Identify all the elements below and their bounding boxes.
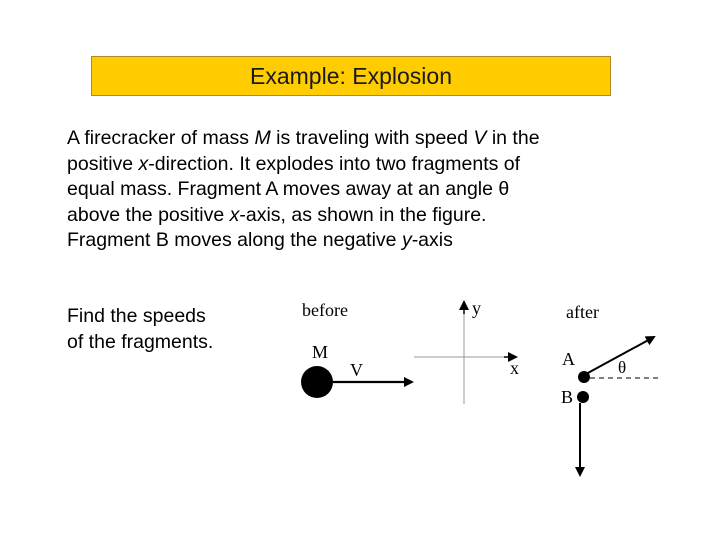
- x-axis-label: x: [510, 358, 519, 378]
- problem-statement: [67, 126, 677, 254]
- after-label: after: [566, 302, 599, 322]
- text-run: in the: [486, 127, 540, 149]
- text-run: A firecracker of mass: [67, 127, 255, 149]
- slide-title: Example: Explosion: [250, 62, 452, 89]
- problem-line: [67, 203, 677, 229]
- text-run: is traveling with speed: [270, 127, 474, 149]
- explosion-diagram: [280, 286, 700, 486]
- problem-line: [67, 152, 677, 178]
- before-label: before: [302, 300, 348, 320]
- fragment-a-label: A: [562, 349, 575, 369]
- italic-symbol: M: [254, 127, 271, 149]
- slide-title-banner: [91, 56, 611, 96]
- prompt-line: of the fragments.: [67, 330, 214, 353]
- y-axis-label: y: [472, 298, 481, 318]
- text-run: -axis: [411, 229, 453, 251]
- italic-symbol: V: [473, 127, 487, 149]
- text-run: Fragment B moves along the negative: [67, 229, 402, 251]
- question-prompt: [67, 304, 267, 355]
- problem-line: [67, 126, 677, 152]
- text-run: equal mass. Fragment A moves away at an angle θ: [67, 178, 510, 200]
- text-run: above the positive: [67, 203, 230, 226]
- problem-line: [67, 177, 677, 203]
- velocity-label: V: [350, 360, 363, 380]
- fragment-b-label: B: [561, 387, 574, 407]
- angle-label: θ: [618, 358, 627, 377]
- text-run: -axis, as shown in the figure.: [239, 203, 487, 226]
- mass-label: M: [312, 342, 329, 362]
- italic-symbol: y: [401, 229, 412, 251]
- firecracker-mass: [301, 366, 333, 398]
- prompt-line: Find the speeds: [67, 305, 206, 327]
- text-run: positive: [67, 152, 139, 175]
- italic-symbol: x: [229, 203, 240, 226]
- problem-line: [67, 228, 677, 254]
- italic-symbol: x: [138, 152, 149, 175]
- text-run: -direction. It explodes into two fragments of: [148, 152, 521, 175]
- fragment-b: [577, 391, 589, 403]
